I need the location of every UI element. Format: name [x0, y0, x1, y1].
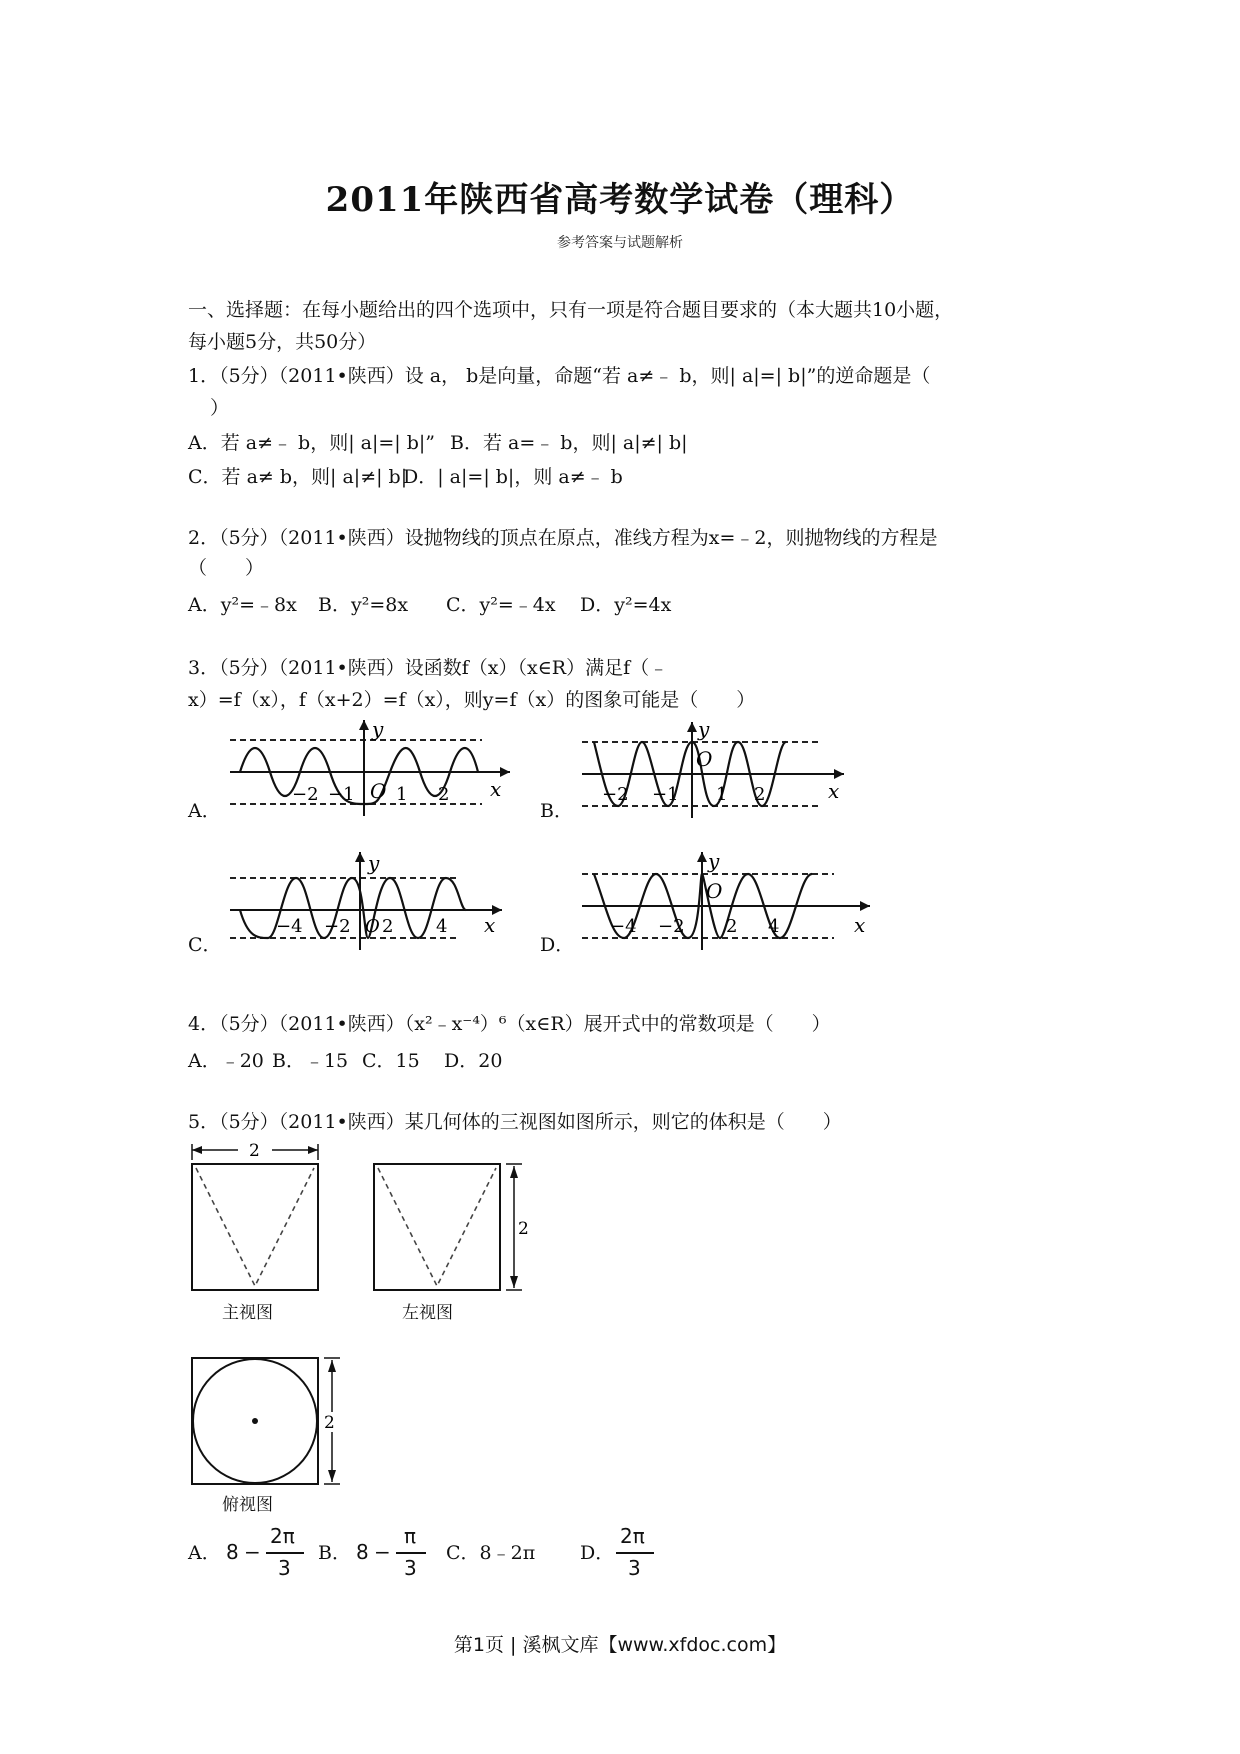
- q3-stem-line1: 3．（5分）（2011•陕西）设函数f（x）（x∈R）满足f（﹣: [188, 657, 669, 679]
- q5-opt-a-den: 3: [278, 1556, 291, 1580]
- q3c-x-label: x: [484, 913, 496, 937]
- q3c-origin: O: [365, 916, 380, 937]
- q3c-tick-1: −4: [276, 916, 303, 937]
- q3d-y-label: y: [708, 849, 720, 873]
- q1-stem-line1: 1．（5分）（2011•陕西）设 a， b是向量，命题“若 a≠﹣ b，则| a|=| b|”的逆命题是（: [188, 365, 931, 387]
- q3a-x-label: x: [490, 777, 502, 801]
- q5-option-b: [356, 1524, 436, 1584]
- q3-graph-c: [220, 852, 520, 952]
- q5-option-c: C．8﹣2π: [446, 1542, 536, 1564]
- q3-graph-d: [572, 849, 882, 952]
- q4-option-a: A．﹣20: [188, 1050, 264, 1072]
- q3a-tick-2: −1: [328, 784, 355, 805]
- q5-opt-d-den: 3: [628, 1556, 641, 1580]
- q5-opt-d-bar: [616, 1552, 654, 1554]
- q5-opt-a-minus: −: [244, 1540, 261, 1564]
- q2-option-d: D．y²=4x: [580, 594, 672, 616]
- q3-stem-line2: x）=f（x），f（x+2）=f（x），则y=f（x）的图象可能是（ ）: [188, 689, 756, 711]
- q1-stem-line2: ）: [210, 397, 230, 419]
- q5-stem: 5．（5分）（2011•陕西）某几何体的三视图如图所示，则它的体积是（ ）: [188, 1111, 842, 1133]
- q1-option-c: C．若 a≠ b，则| a|≠| b|: [188, 466, 408, 488]
- q3-label-d: D．: [540, 934, 575, 956]
- q5-opt-b-minus: −: [374, 1540, 391, 1564]
- q1-option-b: B．若 a=﹣ b，则| a|≠| b|: [450, 432, 688, 454]
- q4-stem: 4．（5分）（2011•陕西）（x²﹣x⁻⁴）⁶（x∈R）展开式中的常数项是（ ）: [188, 1013, 831, 1035]
- q5-opt-a-whole: 8: [226, 1540, 239, 1564]
- q3a-origin: O: [370, 779, 387, 803]
- q3a-y-label: y: [372, 717, 384, 741]
- q5-option-d-label: D．: [580, 1542, 615, 1564]
- q5-opt-a-bar: [266, 1552, 304, 1554]
- q3c-tick-3: 2: [382, 916, 394, 937]
- q5-side-view: [372, 1162, 532, 1292]
- q1-option-a: A．若 a≠﹣ b，则| a|=| b|”: [188, 432, 436, 454]
- page-footer: 第1页 | 溪枫文库【www.xfdoc.com】: [453, 1634, 787, 1656]
- q2-stem-line2: （ ）: [188, 557, 265, 579]
- q3c-y-label: y: [368, 851, 380, 875]
- q3c-tick-2: −2: [324, 916, 351, 937]
- q2-option-c: C．y²=﹣4x: [446, 594, 556, 616]
- q5-opt-b-num: π: [404, 1524, 417, 1548]
- q5-option-a: [226, 1524, 306, 1584]
- q3-label-c: C．: [188, 934, 222, 956]
- q3a-tick-4: 2: [438, 784, 450, 805]
- q4-option-c: C．15: [362, 1050, 420, 1072]
- q5-option-b-label: B．: [318, 1542, 351, 1564]
- q3b-origin: O: [696, 747, 713, 771]
- q3d-tick-3: 2: [726, 916, 738, 937]
- page-title: 2011年陕西省高考数学试卷（理科）: [325, 180, 915, 220]
- q3-graph-a: [220, 718, 520, 818]
- q5-opt-a-num: 2π: [270, 1524, 295, 1548]
- q3c-tick-4: 4: [436, 916, 448, 937]
- q5-opt-d-num: 2π: [620, 1524, 645, 1548]
- q3-label-b: B．: [540, 800, 573, 822]
- q2-stem-line1: 2．（5分）（2011•陕西）设抛物线的顶点在原点，准线方程为x=﹣2，则抛物线的方程是: [188, 527, 938, 549]
- section-instruction-line1: 一、选择题：在每小题给出的四个选项中，只有一项是符合题目要求的（本大题共10小题，: [188, 299, 954, 321]
- q4-option-b: B．﹣15: [272, 1050, 349, 1072]
- q3d-x-label: x: [854, 913, 866, 937]
- q5-top-view: [190, 1356, 350, 1486]
- q5-top-view-label: 俯视图: [222, 1495, 273, 1515]
- q3b-tick-4: 2: [754, 784, 766, 805]
- q3b-y-label: y: [698, 717, 710, 741]
- q3d-origin: O: [706, 879, 723, 903]
- q3a-tick-1: −2: [292, 784, 319, 805]
- q3b-tick-2: −1: [652, 784, 679, 805]
- q4-option-d: D．20: [444, 1050, 503, 1072]
- q5-front-dim: 2: [249, 1141, 260, 1161]
- q3b-tick-3: 1: [716, 784, 728, 805]
- q3d-tick-4: 4: [768, 916, 780, 937]
- q5-opt-b-den: 3: [404, 1556, 417, 1580]
- q5-top-dim: 2: [324, 1413, 335, 1433]
- q5-front-view: [190, 1142, 330, 1292]
- q3-label-a: A．: [188, 800, 221, 822]
- section-instruction-line2: 每小题5分，共50分）: [188, 331, 377, 353]
- q2-option-a: A．y²=﹣8x: [188, 594, 297, 616]
- q5-option-d: [616, 1524, 676, 1584]
- q3-graph-b: [572, 717, 872, 820]
- q3b-x-label: x: [828, 779, 840, 803]
- q1-option-d: D．| a|=| b|，则 a≠﹣ b: [403, 466, 623, 488]
- q3b-tick-1: −2: [602, 784, 629, 805]
- q5-side-view-label: 左视图: [402, 1303, 453, 1323]
- q3a-tick-3: 1: [396, 784, 408, 805]
- q5-option-a-label: A．: [188, 1542, 221, 1564]
- q3d-tick-1: −4: [610, 916, 637, 937]
- page-subtitle: 参考答案与试题解析: [557, 235, 683, 251]
- q5-side-dim: 2: [518, 1219, 529, 1239]
- q2-option-b: B．y²=8x: [318, 594, 409, 616]
- q3d-tick-2: −2: [658, 916, 685, 937]
- q5-opt-b-whole: 8: [356, 1540, 369, 1564]
- q5-opt-b-bar: [396, 1552, 426, 1554]
- q5-front-view-label: 主视图: [222, 1303, 273, 1323]
